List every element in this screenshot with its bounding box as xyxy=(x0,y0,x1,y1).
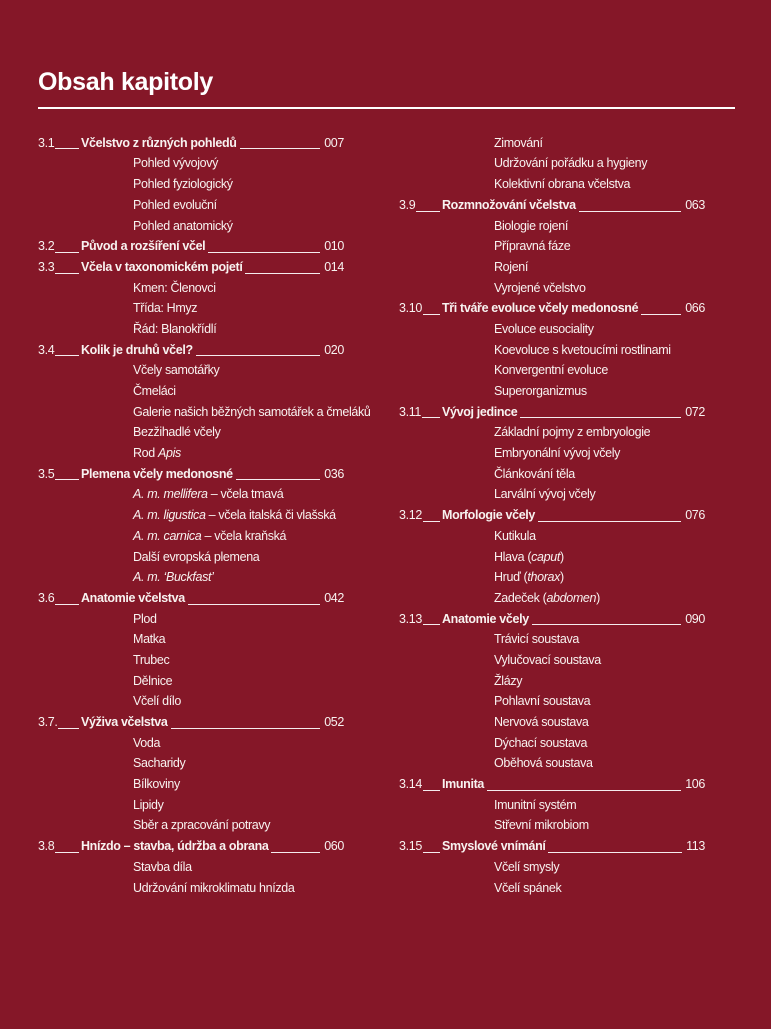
leader-line xyxy=(640,298,682,319)
subitem-label xyxy=(133,319,216,340)
section-title: Tři tváře evoluce včely medonosné xyxy=(442,301,639,316)
section-title: Rozmnožování včelstva xyxy=(442,197,576,212)
subitem-label xyxy=(494,815,589,836)
toc-subitem-row xyxy=(399,795,705,816)
subitem-text: Pohled vývojový xyxy=(133,156,219,171)
toc-section-row xyxy=(38,133,344,154)
toc-subitem-row xyxy=(399,133,705,154)
section-number: 3.13 xyxy=(399,611,422,626)
toc-subitem-row xyxy=(38,795,344,816)
subitem-label xyxy=(133,216,233,237)
section-number: 3.12 xyxy=(399,508,422,523)
toc-subitem-row xyxy=(38,195,344,216)
toc-section-row xyxy=(38,464,344,485)
subitem-text: Trubec xyxy=(133,652,170,667)
section-page-number: 036 xyxy=(324,466,344,481)
subitem-text: Pohled fyziologický xyxy=(133,177,233,192)
section-page-number: 020 xyxy=(324,342,344,357)
toc-section-row xyxy=(399,774,705,795)
leader-line xyxy=(54,836,80,857)
leader-line xyxy=(54,133,80,154)
toc-subitem-row xyxy=(38,443,344,464)
toc-subitem-row xyxy=(38,691,344,712)
toc-section-row xyxy=(399,402,705,423)
section-number-cell xyxy=(38,236,80,257)
section-number-cell xyxy=(38,836,80,857)
subitem-text: Hlava ( xyxy=(494,549,532,564)
subitem-text: Vylučovací soustava xyxy=(494,652,601,667)
subitem-label xyxy=(133,691,181,712)
section-page-number: 007 xyxy=(324,135,344,150)
toc-subitem-row xyxy=(399,815,705,836)
section-title: Vývoj jedince xyxy=(442,404,518,419)
subitem-text: Rod xyxy=(133,446,159,461)
leader-line xyxy=(421,402,441,423)
section-page-number: 063 xyxy=(685,197,705,212)
toc-subitem-row xyxy=(399,878,705,899)
subitem-label xyxy=(494,567,564,588)
toc-subitem-row xyxy=(38,753,344,774)
toc-subitem-row xyxy=(38,857,344,878)
toc-subitem-row xyxy=(399,360,705,381)
subitem-text: Imunitní systém xyxy=(494,797,577,812)
subitem-text: Kmen: Členovci xyxy=(133,280,216,295)
subitem-text: Přípravná fáze xyxy=(494,239,571,254)
subitem-label xyxy=(133,526,286,547)
section-title: Včela v taxonomickém pojetí xyxy=(81,259,243,274)
toc-subitem-row xyxy=(38,484,344,505)
section-number-cell xyxy=(399,774,441,795)
toc-subitem-row xyxy=(38,381,344,402)
subitem-label xyxy=(133,505,336,526)
section-number: 3.9 xyxy=(399,197,416,212)
toc-subitem-row xyxy=(38,733,344,754)
toc-section-row xyxy=(399,609,705,630)
subitem-text: Sběr a zpracování potravy xyxy=(133,818,271,833)
subitem-text: Žlázy xyxy=(494,673,523,688)
subitem-label xyxy=(133,774,180,795)
subitem-italic-text: A. m. carnica xyxy=(133,528,202,543)
toc-section-row xyxy=(38,257,344,278)
leader-line xyxy=(170,712,322,733)
toc-column-right xyxy=(399,133,705,898)
subitem-label xyxy=(133,381,176,402)
leader-line xyxy=(537,505,682,526)
subitem-label xyxy=(133,733,160,754)
section-title: Výživa včelstva xyxy=(81,715,168,729)
toc-subitem-row xyxy=(38,774,344,795)
subitem-text: Evoluce eusociality xyxy=(494,321,594,336)
subitem-text: Zimování xyxy=(494,135,543,150)
leader-line xyxy=(207,236,321,257)
subitem-text: Udržování mikroklimatu hnízda xyxy=(133,880,295,895)
subitem-text: ) xyxy=(560,570,564,585)
toc-subitem-row xyxy=(399,236,705,257)
section-number: 3.1 xyxy=(38,135,55,150)
section-page-number: 072 xyxy=(685,404,705,419)
toc-subitem-row xyxy=(38,319,344,340)
subitem-label xyxy=(494,340,671,361)
subitem-label xyxy=(494,588,600,609)
subitem-text: Larvální vývoj včely xyxy=(494,487,596,502)
section-page-number: 066 xyxy=(685,301,705,316)
subitem-label xyxy=(494,360,608,381)
toc-subitem-row xyxy=(399,422,705,443)
subitem-label xyxy=(494,547,564,568)
toc-subitem-row xyxy=(399,588,705,609)
toc-subitem-row xyxy=(399,691,705,712)
toc-section-row xyxy=(399,836,705,857)
subitem-label xyxy=(494,319,594,340)
toc-subitem-row xyxy=(38,650,344,671)
subitem-label xyxy=(494,857,559,878)
page-header xyxy=(38,68,735,109)
subitem-text: Udržování pořádku a hygieny xyxy=(494,156,648,171)
leader-line xyxy=(239,133,322,154)
section-number-cell xyxy=(38,133,80,154)
subitem-label xyxy=(494,671,522,692)
leader-line xyxy=(486,774,682,795)
section-title: Imunita xyxy=(442,777,484,792)
section-number: 3.3 xyxy=(38,259,55,274)
toc-subitem-row xyxy=(38,298,344,319)
toc-subitem-row xyxy=(399,733,705,754)
subitem-text: Další evropská plemena xyxy=(133,549,260,564)
subitem-label xyxy=(133,174,233,195)
leader-line xyxy=(422,774,441,795)
subitem-text: Dělnice xyxy=(133,673,173,688)
leader-line xyxy=(422,836,441,857)
toc-subitem-row xyxy=(399,547,705,568)
toc-section-row xyxy=(38,712,344,733)
subitem-text: – včela italská či vlašská xyxy=(205,508,336,523)
leader-line xyxy=(195,340,321,361)
subitem-label xyxy=(494,216,568,237)
subitem-label xyxy=(494,174,630,195)
toc-subitem-row xyxy=(399,526,705,547)
subitem-text: Včely samotářky xyxy=(133,363,220,378)
subitem-label xyxy=(494,712,588,733)
subitem-label xyxy=(494,650,601,671)
subitem-text: – včela kraňská xyxy=(201,528,287,543)
toc-subitem-row xyxy=(399,257,705,278)
section-number: 3.10 xyxy=(399,301,422,316)
section-title: Smyslové vnímání xyxy=(442,839,546,854)
subitem-text: Včelí spánek xyxy=(494,880,562,895)
subitem-text: Včelí smysly xyxy=(494,859,560,874)
subitem-label xyxy=(494,278,586,299)
leader-line xyxy=(54,588,80,609)
section-page-number: 113 xyxy=(686,839,705,854)
subitem-label xyxy=(494,464,575,485)
subitem-text: – včela tmavá xyxy=(207,487,284,502)
toc-subitem-row xyxy=(38,153,344,174)
toc-subitem-row xyxy=(399,753,705,774)
toc-section-row xyxy=(399,505,705,526)
subitem-text: Čmeláci xyxy=(133,384,176,398)
section-page-number: 060 xyxy=(324,839,344,854)
toc-subitem-row xyxy=(399,381,705,402)
subitem-label xyxy=(494,381,587,402)
toc-subitem-row xyxy=(399,216,705,237)
subitem-text: ) xyxy=(596,590,600,605)
subitem-italic-text: A. m. ligustica xyxy=(133,508,206,523)
subitem-label xyxy=(133,484,283,505)
toc-subitem-row xyxy=(399,340,705,361)
toc-subitem-row xyxy=(38,526,344,547)
subitem-text: Pohlavní soustava xyxy=(494,694,591,709)
subitem-label xyxy=(133,857,192,878)
toc-section-row xyxy=(399,195,705,216)
toc-subitem-row xyxy=(399,484,705,505)
subitem-label xyxy=(133,278,216,299)
section-number: 3.7. xyxy=(38,715,58,729)
toc-subitem-row xyxy=(38,547,344,568)
subitem-italic-text: caput xyxy=(531,549,560,564)
subitem-label xyxy=(133,298,197,319)
toc-subitem-row xyxy=(399,464,705,485)
toc-subitem-row xyxy=(38,815,344,836)
subitem-label xyxy=(494,753,593,774)
subitem-text: Trávicí soustava xyxy=(494,632,579,647)
subitem-label xyxy=(133,402,371,423)
section-page-number: 010 xyxy=(324,239,344,254)
toc-subitem-row xyxy=(38,567,344,588)
section-number: 3.6 xyxy=(38,590,55,605)
toc-subitem-row xyxy=(399,650,705,671)
leader-line xyxy=(54,236,80,257)
subitem-text: Galerie našich běžných samotářek a čmeláků xyxy=(133,404,371,419)
section-number: 3.2 xyxy=(38,239,55,254)
subitem-label xyxy=(133,878,294,899)
subitem-text: Superorganizmus xyxy=(494,384,587,398)
section-title: Anatomie včelstva xyxy=(81,590,185,605)
subitem-text: Biologie rojení xyxy=(494,218,568,233)
subitem-label xyxy=(133,422,221,443)
toc-subitem-row xyxy=(38,671,344,692)
subitem-text: Nervová soustava xyxy=(494,715,589,729)
leader-line xyxy=(187,588,321,609)
section-number-cell xyxy=(38,588,80,609)
section-number-cell xyxy=(399,298,441,319)
subitem-text: Hruď ( xyxy=(494,570,528,585)
section-title: Anatomie včely xyxy=(442,611,529,626)
toc-subitem-row xyxy=(38,278,344,299)
subitem-text: Rojení xyxy=(494,259,529,274)
leader-line xyxy=(422,609,441,630)
subitem-text: Střevní mikrobiom xyxy=(494,818,589,833)
toc-subitem-row xyxy=(399,712,705,733)
toc-subitem-row xyxy=(399,567,705,588)
toc-subitem-row xyxy=(399,857,705,878)
header-rule xyxy=(38,107,735,109)
toc-subitem-row xyxy=(38,360,344,381)
subitem-label xyxy=(494,733,587,754)
subitem-text: Zadeček ( xyxy=(494,590,547,605)
toc-subitem-row xyxy=(399,319,705,340)
toc-columns xyxy=(38,133,735,898)
section-title: Včelstvo z různých pohledů xyxy=(81,135,237,150)
subitem-text: Voda xyxy=(133,735,161,750)
subitem-text: Bílkoviny xyxy=(133,777,180,792)
section-page-number: 042 xyxy=(324,590,344,605)
section-number: 3.14 xyxy=(399,777,422,792)
subitem-text: Řád: Blanokřídlí xyxy=(133,321,217,336)
leader-line xyxy=(422,505,441,526)
subitem-label xyxy=(133,609,157,630)
subitem-italic-text: abdomen xyxy=(546,590,597,605)
subitem-label xyxy=(133,153,218,174)
subitem-label xyxy=(494,443,620,464)
subitem-text: Třída: Hmyz xyxy=(133,301,198,316)
subitem-label xyxy=(494,257,528,278)
toc-subitem-row xyxy=(399,174,705,195)
leader-line xyxy=(54,464,80,485)
subitem-text: ) xyxy=(560,549,564,564)
subitem-text: Základní pojmy z embryologie xyxy=(494,425,651,440)
leader-line xyxy=(270,836,321,857)
subitem-italic-text: A. m. ‘Buckfast’ xyxy=(133,570,214,585)
subitem-label xyxy=(133,671,172,692)
subitem-label xyxy=(133,567,214,588)
subitem-italic-text: A. m. mellifera xyxy=(133,487,208,502)
subitem-text: Pohled anatomický xyxy=(133,218,233,233)
leader-line xyxy=(422,298,441,319)
section-title: Kolik je druhů včel? xyxy=(81,342,193,357)
subitem-label xyxy=(494,526,536,547)
section-number: 3.4 xyxy=(38,342,55,357)
toc-subitem-row xyxy=(38,609,344,630)
section-number-cell xyxy=(399,836,441,857)
subitem-text: Konvergentní evoluce xyxy=(494,363,608,378)
subitem-text: Koevoluce s kvetoucími rostlinami xyxy=(494,342,671,357)
subitem-label xyxy=(494,133,543,154)
section-title: Původ a rozšíření včel xyxy=(81,239,206,254)
leader-line xyxy=(235,464,321,485)
subitem-text: Matka xyxy=(133,632,166,647)
subitem-label xyxy=(494,153,647,174)
section-number-cell xyxy=(399,402,441,423)
subitem-text: Stavba díla xyxy=(133,859,192,874)
subitem-text: Plod xyxy=(133,611,157,626)
leader-line xyxy=(578,195,683,216)
section-number-cell xyxy=(399,505,441,526)
subitem-text: Kutikula xyxy=(494,528,536,543)
subitem-label xyxy=(133,547,259,568)
subitem-text: Kolektivní obrana včelstva xyxy=(494,177,631,192)
section-number-cell xyxy=(38,712,80,733)
subitem-label xyxy=(494,878,561,899)
toc-subitem-row xyxy=(38,629,344,650)
subitem-text: Bezžihadlé včely xyxy=(133,425,221,440)
section-number-cell xyxy=(399,195,441,216)
subitem-italic-text: thorax xyxy=(527,570,561,585)
subitem-text: Článkování těla xyxy=(494,466,575,481)
toc-subitem-row xyxy=(38,174,344,195)
subitem-text: Vyrojené včelstvo xyxy=(494,280,586,295)
subitem-label xyxy=(133,360,219,381)
section-number-cell xyxy=(38,257,80,278)
subitem-label xyxy=(133,815,270,836)
subitem-text: Včelí dílo xyxy=(133,694,181,709)
subitem-label xyxy=(494,795,576,816)
subitem-label xyxy=(133,629,165,650)
subitem-italic-text: Apis xyxy=(158,446,181,461)
subitem-label xyxy=(494,422,650,443)
subitem-label xyxy=(494,484,595,505)
toc-section-row xyxy=(399,298,705,319)
section-number-cell xyxy=(38,340,80,361)
section-page-number: 052 xyxy=(324,715,344,729)
toc-section-row xyxy=(38,588,344,609)
subitem-label xyxy=(133,650,169,671)
leader-line xyxy=(531,609,682,630)
section-page-number: 076 xyxy=(685,508,705,523)
section-page-number: 106 xyxy=(685,777,705,792)
section-number: 3.15 xyxy=(399,839,422,854)
section-number-cell xyxy=(399,609,441,630)
toc-subitem-row xyxy=(38,422,344,443)
leader-line xyxy=(519,402,682,423)
subitem-label xyxy=(133,443,181,464)
leader-line xyxy=(54,340,80,361)
toc-section-row xyxy=(38,836,344,857)
section-title: Plemena včely medonosné xyxy=(81,466,233,481)
subitem-label xyxy=(494,236,570,257)
leader-line xyxy=(54,257,80,278)
subitem-text: Dýchací soustava xyxy=(494,735,588,750)
page-title: Obsah kapitoly xyxy=(38,68,214,96)
section-number: 3.8 xyxy=(38,839,55,854)
leader-line xyxy=(57,712,80,733)
subitem-label xyxy=(133,795,164,816)
section-number: 3.5 xyxy=(38,466,55,481)
subitem-text: Embryonální vývoj včely xyxy=(494,446,621,461)
leader-line xyxy=(244,257,321,278)
subitem-text: Pohled evoluční xyxy=(133,197,217,212)
section-page-number: 090 xyxy=(685,611,705,626)
toc-subitem-row xyxy=(38,402,371,423)
section-number: 3.11 xyxy=(399,404,422,419)
section-title: Hnízdo – stavba, údržba a obrana xyxy=(81,839,269,854)
toc-column-left xyxy=(38,133,371,898)
toc-subitem-row xyxy=(399,153,705,174)
subitem-text: Oběhová soustava xyxy=(494,756,593,771)
toc-subitem-row xyxy=(399,671,705,692)
subitem-text: Sacharidy xyxy=(133,756,186,771)
subitem-label xyxy=(133,195,217,216)
section-number-cell xyxy=(38,464,80,485)
leader-line xyxy=(547,836,683,857)
toc-subitem-row xyxy=(399,629,705,650)
toc-section-row xyxy=(38,236,344,257)
subitem-label xyxy=(494,691,590,712)
section-page-number: 014 xyxy=(324,259,344,274)
toc-subitem-row xyxy=(38,216,344,237)
toc-section-row xyxy=(38,340,344,361)
section-title: Morfologie včely xyxy=(442,508,536,523)
leader-line xyxy=(415,195,441,216)
subitem-label xyxy=(494,629,579,650)
subitem-text: Lipidy xyxy=(133,797,164,812)
toc-subitem-row xyxy=(399,278,705,299)
subitem-label xyxy=(133,753,185,774)
toc-subitem-row xyxy=(399,443,705,464)
toc-subitem-row xyxy=(38,878,344,899)
toc-subitem-row xyxy=(38,505,344,526)
